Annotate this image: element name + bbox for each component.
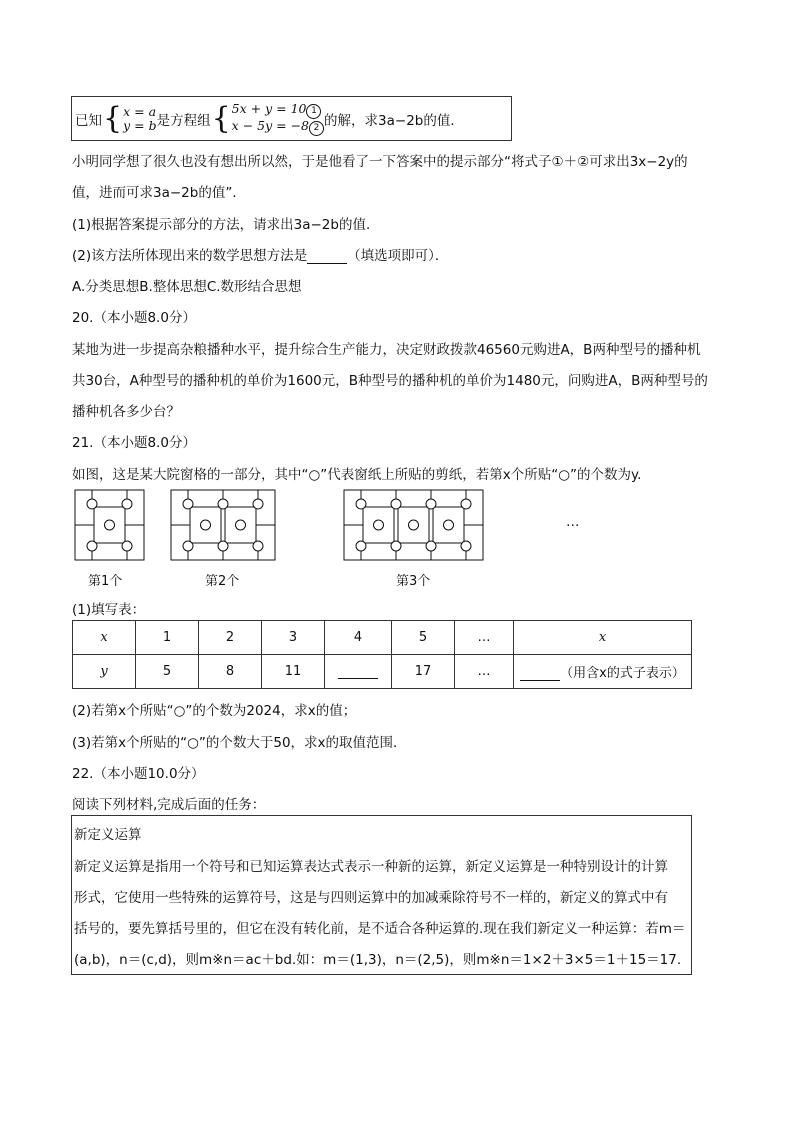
paper-cut-circle-icon (183, 541, 193, 551)
paper-cut-circle-icon (218, 499, 228, 509)
paper-cut-circle-icon (122, 499, 132, 509)
table-cell: 5 (392, 621, 455, 655)
fill-in-table (72, 620, 692, 689)
figure-3-label: 第3个 (396, 574, 431, 589)
definition-title: 新定义运算 (74, 827, 142, 843)
paper-cut-circle-icon (461, 541, 471, 551)
given-suffix: 的解，求3a−2b的值． (324, 113, 464, 129)
definition-line3: 括号的，要先算括号里的，但它在没有转化前，是不适合各种运算的.现在我们新定义一种运算：若m＝ (74, 921, 686, 937)
circled-1-icon: 1 (306, 104, 321, 119)
paper-cut-circle-icon (236, 520, 246, 530)
figure-2 (171, 490, 275, 560)
figure-ellipsis: … (566, 514, 580, 530)
figure-3 (344, 490, 483, 560)
solution-y: y = b (123, 118, 157, 133)
table-cell: 4 (325, 621, 392, 655)
answer-blank (520, 668, 560, 681)
problem21-intro: 如图，这是某大院窗格的一部分，其中“○”代表窗纸上所贴的剪纸，若第x个所贴“○”的个数为y. (72, 467, 642, 483)
table-row (73, 621, 692, 655)
table-cell: 1 (136, 621, 199, 655)
definition-line2: 形式，它使用一些特殊的运算符号，这是与四则运算中的加减乘除符号不一样的，新定义的算式中有 (74, 890, 668, 906)
paper-cut-circle-icon (253, 541, 263, 551)
paper-cut-circle-icon (391, 499, 401, 509)
problem19-question2: (2)该方法所体现出来的数学思想方法是 （填选项即可）． (72, 248, 449, 264)
paper-cut-circle-icon (391, 541, 401, 551)
paper-cut-circle-icon (122, 541, 132, 551)
problem19-hint-line2: 值，进而可求3a−2b的值”． (72, 185, 246, 201)
problem19-hint-line1: 小明同学想了很久也没有想出所以然，于是他看了一下答案中的提示部分“将式子①＋②可求出3x−2y的 (72, 154, 688, 170)
table-cell: 17 (392, 655, 455, 689)
given-mid: 是方程组 (156, 113, 211, 129)
problem22-intro: 阅读下列材料,完成后面的任务： (72, 797, 266, 813)
paper-cut-circle-icon (461, 499, 471, 509)
paper-cut-circle-icon (409, 520, 419, 530)
paper-cut-circle-icon (356, 541, 366, 551)
table-cell: y (73, 655, 136, 689)
problem21-header: 21.（本小题8.0分） (72, 435, 196, 451)
answer-blank (338, 666, 378, 679)
paper-cut-circle-icon (201, 520, 211, 530)
problem21-question3: (3)若第x个所贴的“○”的个数大于50，求x的取值范围． (72, 735, 407, 751)
problem20-line1: 某地为进一步提高杂粮播种水平，提升综合生产能力，决定财政拨款46560元购进A，B两种型号的播种机 (72, 342, 701, 358)
paper-cut-circle-icon (87, 541, 97, 551)
table-cell-blank (325, 655, 392, 689)
problem20-header: 20.（本小题8.0分） (72, 310, 196, 326)
equation-1: 5x + y = 10 (231, 101, 307, 116)
table-cell-expression: （用含x的式子表示） (514, 655, 692, 689)
table-cell: 5 (136, 655, 199, 689)
figure-1 (75, 490, 144, 560)
left-brace-icon: { (211, 101, 231, 136)
problem19-question1: (1)根据答案提示部分的方法，请求出3a−2b的值． (72, 217, 380, 233)
figure-2-label: 第2个 (205, 574, 240, 589)
table-cell: 2 (199, 621, 262, 655)
table-row (73, 655, 692, 689)
problem20-line2: 共30台，A种型号的播种机的单价为1600元，B种型号的播种机的单价为1480元，问购进A，B两种型号的 (72, 373, 708, 389)
table-cell: 11 (262, 655, 325, 689)
definition-line4: (a,b)，n＝(c,d)，则m※n＝ac＋bd.如：m＝(1,3)，n＝(2,5)，则m※n＝1×2＋3×5＝1＋15＝17. (74, 952, 682, 968)
paper-cut-circle-icon (105, 520, 115, 530)
paper-cut-circle-icon (374, 520, 384, 530)
definition-line1: 新定义运算是指用一个符号和已知运算表达式表示一种新的运算，新定义运算是一种特别设计的计算 (74, 859, 668, 875)
problem21-question1: (1)填写表： (72, 602, 146, 618)
problem19-options: A.分类思想B.整体思想C.数形结合思想 (72, 279, 302, 295)
paper-cut-circle-icon (183, 499, 193, 509)
circled-2-icon: 2 (309, 121, 324, 136)
solution-x: x = a (123, 104, 157, 119)
given-prefix: 已知 (75, 113, 102, 129)
table-cell: … (455, 655, 514, 689)
table-cell: 3 (262, 621, 325, 655)
problem22-header: 22.（本小题10.0分） (72, 766, 205, 782)
paper-cut-circle-icon (87, 499, 97, 509)
paper-cut-circle-icon (218, 541, 228, 551)
paper-cut-circle-icon (253, 499, 263, 509)
table-cell: x (514, 621, 692, 655)
paper-cut-circle-icon (444, 520, 454, 530)
table-cell: 8 (199, 655, 262, 689)
paper-cut-circle-icon (356, 499, 366, 509)
figure-1-label: 第1个 (88, 574, 123, 589)
paper-cut-circle-icon (426, 541, 436, 551)
table-cell: … (455, 621, 514, 655)
table-cell: x (73, 621, 136, 655)
left-brace-icon: { (103, 101, 123, 136)
problem21-question2: (2)若第x个所贴“○”的个数为2024，求x的值； (72, 703, 357, 719)
equation-2: x − 5y = −8 (231, 118, 310, 133)
problem20-line3: 播种机各多少台？ (72, 404, 180, 420)
paper-cut-circle-icon (426, 499, 436, 509)
